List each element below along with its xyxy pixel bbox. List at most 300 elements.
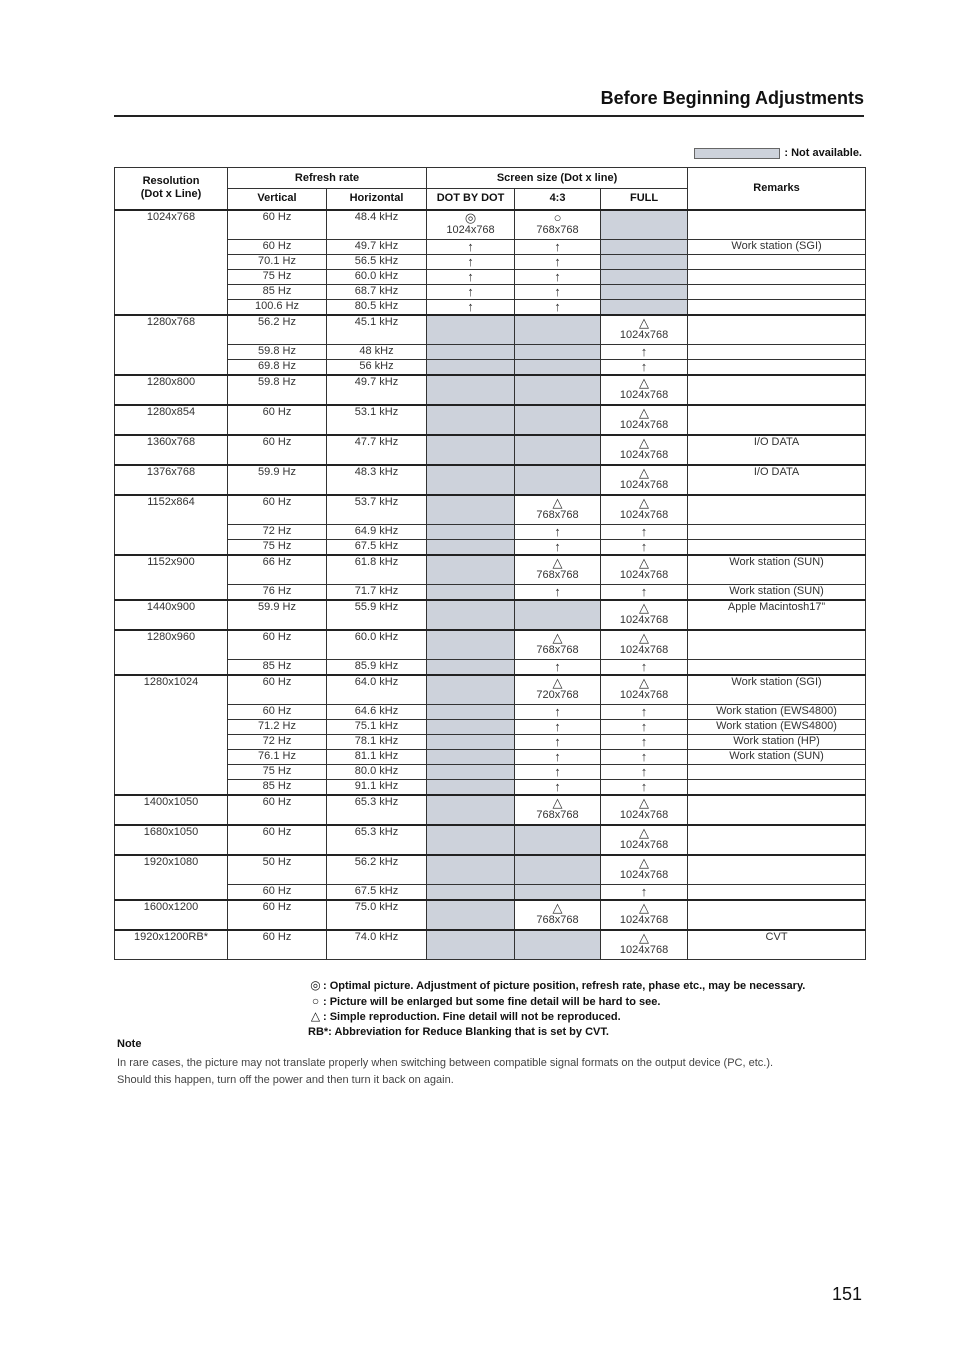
- full-cell: [601, 855, 688, 885]
- compat-symbol: △: [552, 899, 563, 915]
- vertical-cell: 59.9 Hz: [228, 600, 327, 630]
- table-row: [115, 765, 866, 780]
- dot-by-dot-not-available-cell: [427, 825, 515, 855]
- dot-by-dot-not-available-cell: [427, 345, 515, 360]
- table-row: [115, 585, 866, 600]
- resolution-cell: 1920x1200RB*: [115, 930, 228, 960]
- compat-symbol: ↑: [554, 584, 561, 599]
- resolution-cell: 1376x768: [115, 465, 228, 495]
- table-row: [115, 435, 866, 465]
- vertical-cell: 75 Hz: [228, 270, 327, 285]
- compat-symbol: ↑: [640, 344, 648, 359]
- dot-by-dot-not-available-cell: [427, 795, 515, 825]
- table-row: [115, 855, 866, 885]
- dot-by-dot-not-available-cell: [427, 705, 515, 720]
- dot-by-dot-not-available-cell: [427, 375, 515, 405]
- remarks-cell: [688, 525, 866, 540]
- horizontal-cell: 49.7 kHz: [327, 375, 427, 405]
- legend-symbol-icon: ◎: [310, 978, 321, 992]
- vertical-cell: 85 Hz: [228, 285, 327, 300]
- ratio-4-3-cell: [515, 735, 601, 750]
- horizontal-cell: 60.0 kHz: [327, 270, 427, 285]
- ratio-4-3-cell: [515, 270, 601, 285]
- horizontal-cell: 48.3 kHz: [327, 465, 427, 495]
- title-rule: [114, 115, 864, 117]
- resolution-cell: 1440x900: [115, 600, 228, 630]
- full-not-available-cell: [601, 270, 688, 285]
- header-screen-size: Screen size (Dot x line): [427, 168, 688, 189]
- ratio-4-3-cell: [515, 210, 601, 240]
- ratio-4-3-cell: [515, 720, 601, 735]
- display-size: 1024x768: [619, 838, 669, 851]
- compat-symbol: △: [552, 629, 563, 645]
- table-row: [115, 675, 866, 705]
- dot-by-dot-not-available-cell: [427, 750, 515, 765]
- vertical-cell: 50 Hz: [228, 855, 327, 885]
- horizontal-cell: 80.0 kHz: [327, 765, 427, 780]
- table-row: [115, 465, 866, 495]
- resolution-cell: 1400x1050: [115, 795, 228, 825]
- table-row: [115, 705, 866, 720]
- legend-line: [308, 978, 805, 994]
- compat-symbol: ↑: [554, 764, 561, 779]
- full-cell: [601, 885, 688, 900]
- table-row: [115, 495, 866, 525]
- header-refresh-rate: Refresh rate: [228, 168, 427, 189]
- ratio-4-3-cell: [515, 765, 601, 780]
- compat-symbol: △: [639, 629, 650, 645]
- dot-by-dot-cell: [427, 255, 515, 270]
- full-cell: [601, 765, 688, 780]
- vertical-cell: 60 Hz: [228, 705, 327, 720]
- vertical-cell: 66 Hz: [228, 555, 327, 585]
- dot-by-dot-not-available-cell: [427, 900, 515, 930]
- horizontal-cell: 64.0 kHz: [327, 675, 427, 705]
- dot-by-dot-not-available-cell: [427, 435, 515, 465]
- ratio-4-3-not-available-cell: [515, 825, 601, 855]
- table-row: [115, 360, 866, 375]
- compat-symbol: ↑: [640, 584, 648, 599]
- ratio-4-3-cell: [515, 555, 601, 585]
- compat-symbol: ↑: [640, 764, 648, 779]
- horizontal-cell: 85.9 kHz: [327, 660, 427, 675]
- compat-symbol: △: [639, 599, 650, 615]
- compat-symbol: ↑: [467, 284, 474, 299]
- compat-symbol: ↑: [467, 269, 474, 284]
- table-row: [115, 885, 866, 900]
- dot-by-dot-not-available-cell: [427, 675, 515, 705]
- horizontal-cell: 68.7 kHz: [327, 285, 427, 300]
- compat-symbol: △: [639, 494, 650, 510]
- remarks-cell: [688, 780, 866, 795]
- header-resolution: Resolution (Dot x Line): [115, 168, 228, 210]
- horizontal-cell: 91.1 kHz: [327, 780, 427, 795]
- full-cell: [601, 600, 688, 630]
- compat-symbol: ↑: [554, 299, 561, 314]
- dot-by-dot-not-available-cell: [427, 780, 515, 795]
- dot-by-dot-not-available-cell: [427, 885, 515, 900]
- dot-by-dot-not-available-cell: [427, 630, 515, 660]
- full-cell: [601, 585, 688, 600]
- remarks-cell: CVT: [688, 930, 866, 960]
- display-size: 720x768: [536, 688, 579, 701]
- legend-text: : Picture will be enlarged but some fine detail will be hard to see.: [323, 995, 661, 1008]
- compat-symbol: ↑: [640, 884, 648, 899]
- dot-by-dot-not-available-cell: [427, 540, 515, 555]
- ratio-4-3-cell: [515, 630, 601, 660]
- full-cell: [601, 750, 688, 765]
- compat-symbol: ↑: [467, 299, 474, 314]
- horizontal-cell: 78.1 kHz: [327, 735, 427, 750]
- remarks-cell: Work station (EWS4800): [688, 705, 866, 720]
- horizontal-cell: 53.1 kHz: [327, 405, 427, 435]
- page-number: 151: [831, 1284, 862, 1304]
- full-cell: [601, 540, 688, 555]
- remarks-cell: Apple Macintosh17”: [688, 600, 866, 630]
- symbol-legend: [308, 978, 805, 1040]
- display-size: 768x768: [536, 808, 579, 821]
- display-size: 1024x768: [619, 388, 669, 401]
- horizontal-cell: 75.0 kHz: [327, 900, 427, 930]
- display-size: 1024x768: [619, 508, 669, 521]
- horizontal-cell: 56 kHz: [327, 360, 427, 375]
- remarks-cell: [688, 210, 866, 240]
- compat-symbol: ↑: [554, 254, 561, 269]
- compat-symbol: ↑: [554, 659, 561, 674]
- resolution-cell: 1152x900: [115, 555, 228, 600]
- ratio-4-3-cell: [515, 750, 601, 765]
- table-row: [115, 600, 866, 630]
- compat-symbol: △: [639, 674, 650, 690]
- note-line: In rare cases, the picture may not translate properly when switching between compatible signal formats on the output device (PC, etc.).: [117, 1057, 774, 1069]
- vertical-cell: 85 Hz: [228, 780, 327, 795]
- compat-symbol: △: [639, 434, 650, 450]
- remarks-cell: [688, 855, 866, 885]
- resolution-cell: 1360x768: [115, 435, 228, 465]
- page-title: Before Beginning Adjustments: [600, 88, 864, 108]
- resolution-cell: 1280x768: [115, 315, 228, 375]
- compat-symbol: △: [639, 314, 650, 330]
- compat-symbol: ↑: [640, 779, 648, 794]
- ratio-4-3-cell: [515, 900, 601, 930]
- full-cell: [601, 795, 688, 825]
- remarks-cell: [688, 765, 866, 780]
- vertical-cell: 70.1 Hz: [228, 255, 327, 270]
- full-cell: [601, 375, 688, 405]
- ratio-4-3-cell: [515, 585, 601, 600]
- horizontal-cell: 49.7 kHz: [327, 240, 427, 255]
- ratio-4-3-cell: [515, 675, 601, 705]
- table-body: [115, 210, 866, 960]
- header-dot-by-dot: DOT BY DOT: [427, 189, 515, 210]
- compat-symbol: ○: [553, 209, 562, 225]
- horizontal-cell: 64.9 kHz: [327, 525, 427, 540]
- compat-symbol: ↑: [640, 704, 648, 719]
- vertical-cell: 72 Hz: [228, 735, 327, 750]
- horizontal-cell: 75.1 kHz: [327, 720, 427, 735]
- full-cell: [601, 315, 688, 345]
- dot-by-dot-not-available-cell: [427, 495, 515, 525]
- vertical-cell: 60 Hz: [228, 675, 327, 705]
- ratio-4-3-not-available-cell: [515, 360, 601, 375]
- compat-symbol: ↑: [554, 779, 561, 794]
- compat-symbol: △: [639, 899, 650, 915]
- dot-by-dot-cell: [427, 240, 515, 255]
- full-cell: [601, 345, 688, 360]
- dot-by-dot-cell: [427, 210, 515, 240]
- vertical-cell: 60 Hz: [228, 795, 327, 825]
- remarks-cell: [688, 630, 866, 660]
- vertical-cell: 59.8 Hz: [228, 375, 327, 405]
- display-size: 1024x768: [619, 568, 669, 581]
- ratio-4-3-cell: [515, 285, 601, 300]
- table-row: [115, 930, 866, 960]
- compat-symbol: ↑: [640, 749, 648, 764]
- compat-symbol: ↑: [554, 284, 561, 299]
- table-row: [115, 345, 866, 360]
- display-size: 768x768: [536, 913, 579, 926]
- vertical-cell: 60 Hz: [228, 435, 327, 465]
- full-cell: [601, 465, 688, 495]
- compat-symbol: △: [552, 494, 563, 510]
- compat-symbol: ↑: [640, 524, 648, 539]
- full-cell: [601, 675, 688, 705]
- vertical-cell: 59.9 Hz: [228, 465, 327, 495]
- remarks-cell: Work station (HP): [688, 735, 866, 750]
- ratio-4-3-not-available-cell: [515, 465, 601, 495]
- table-row: [115, 375, 866, 405]
- remarks-cell: [688, 660, 866, 675]
- remarks-cell: Work station (SUN): [688, 555, 866, 585]
- vertical-cell: 85 Hz: [228, 660, 327, 675]
- compat-symbol: ↑: [554, 704, 561, 719]
- vertical-cell: 76 Hz: [228, 585, 327, 600]
- ratio-4-3-not-available-cell: [515, 930, 601, 960]
- ratio-4-3-not-available-cell: [515, 435, 601, 465]
- resolution-cell: 1920x1080: [115, 855, 228, 900]
- not-available-label: : Not available.: [784, 147, 862, 159]
- ratio-4-3-cell: [515, 240, 601, 255]
- vertical-cell: 75 Hz: [228, 765, 327, 780]
- vertical-cell: 75 Hz: [228, 540, 327, 555]
- legend-text: : Simple reproduction. Fine detail will not be reproduced.: [323, 1011, 621, 1023]
- full-not-available-cell: [601, 240, 688, 255]
- remarks-cell: [688, 795, 866, 825]
- vertical-cell: 60 Hz: [228, 885, 327, 900]
- remarks-cell: [688, 885, 866, 900]
- ratio-4-3-cell: [515, 540, 601, 555]
- horizontal-cell: 45.1 kHz: [327, 315, 427, 345]
- horizontal-cell: 48.4 kHz: [327, 210, 427, 240]
- dot-by-dot-cell: [427, 270, 515, 285]
- header-horizontal: Horizontal: [327, 189, 427, 210]
- horizontal-cell: 67.5 kHz: [327, 540, 427, 555]
- table-row: [115, 240, 866, 255]
- dot-by-dot-not-available-cell: [427, 855, 515, 885]
- dot-by-dot-cell: [427, 285, 515, 300]
- table-row: [115, 555, 866, 585]
- remarks-cell: Work station (SGI): [688, 240, 866, 255]
- table-row: [115, 285, 866, 300]
- dot-by-dot-not-available-cell: [427, 600, 515, 630]
- remarks-cell: [688, 405, 866, 435]
- compat-symbol: ↑: [467, 254, 474, 269]
- vertical-cell: 72 Hz: [228, 525, 327, 540]
- vertical-cell: 69.8 Hz: [228, 360, 327, 375]
- signal-compatibility-table: [114, 167, 866, 960]
- table-row: [115, 630, 866, 660]
- compat-symbol: ↑: [640, 719, 648, 734]
- compat-symbol: ↑: [554, 749, 561, 764]
- vertical-cell: 71.2 Hz: [228, 720, 327, 735]
- display-size: 1024x768: [619, 943, 669, 956]
- dot-by-dot-not-available-cell: [427, 720, 515, 735]
- horizontal-cell: 67.5 kHz: [327, 885, 427, 900]
- table-row: [115, 300, 866, 315]
- vertical-cell: 60 Hz: [228, 900, 327, 930]
- full-not-available-cell: [601, 255, 688, 270]
- vertical-cell: 60 Hz: [228, 210, 327, 240]
- horizontal-cell: 81.1 kHz: [327, 750, 427, 765]
- dot-by-dot-not-available-cell: [427, 555, 515, 585]
- compat-symbol: ↑: [640, 539, 648, 554]
- compat-symbol: ↑: [554, 239, 561, 254]
- remarks-cell: [688, 255, 866, 270]
- compat-symbol: △: [552, 554, 563, 570]
- display-size: 1024x768: [619, 688, 669, 701]
- vertical-cell: 59.8 Hz: [228, 345, 327, 360]
- display-size: 1024x768: [619, 868, 669, 881]
- vertical-cell: 60 Hz: [228, 240, 327, 255]
- full-cell: [601, 930, 688, 960]
- compat-symbol: ↑: [554, 269, 561, 284]
- vertical-cell: 60 Hz: [228, 405, 327, 435]
- full-cell: [601, 825, 688, 855]
- remarks-cell: [688, 360, 866, 375]
- header-remarks: Remarks: [688, 168, 866, 210]
- remarks-cell: [688, 270, 866, 285]
- horizontal-cell: 53.7 kHz: [327, 495, 427, 525]
- table-row: [115, 210, 866, 240]
- remarks-cell: Work station (EWS4800): [688, 720, 866, 735]
- ratio-4-3-cell: [515, 780, 601, 795]
- header-full: FULL: [601, 189, 688, 210]
- legend-symbol-icon: △: [310, 1009, 321, 1023]
- compat-symbol: ↑: [640, 734, 648, 749]
- vertical-cell: 56.2 Hz: [228, 315, 327, 345]
- table-row: [115, 720, 866, 735]
- resolution-cell: 1152x864: [115, 495, 228, 555]
- legend-text: : Optimal picture. Adjustment of picture position, refresh rate, phase etc., may be necessary.: [323, 980, 806, 992]
- remarks-cell: Work station (SUN): [688, 585, 866, 600]
- header-4-3: 4:3: [515, 189, 601, 210]
- dot-by-dot-not-available-cell: [427, 465, 515, 495]
- dot-by-dot-not-available-cell: [427, 525, 515, 540]
- table-row: [115, 735, 866, 750]
- full-cell: [601, 705, 688, 720]
- compat-symbol: ↑: [554, 734, 561, 749]
- legend-line: [308, 1025, 805, 1041]
- compat-symbol: △: [552, 674, 563, 690]
- horizontal-cell: 65.3 kHz: [327, 795, 427, 825]
- not-available-swatch: [694, 148, 780, 159]
- note-body: [117, 1055, 867, 1089]
- display-size: 1024x768: [619, 418, 669, 431]
- display-size: 1024x768: [619, 808, 669, 821]
- resolution-cell: 1680x1050: [115, 825, 228, 855]
- ratio-4-3-cell: [515, 660, 601, 675]
- compat-symbol: △: [639, 929, 650, 945]
- remarks-cell: I/O DATA: [688, 465, 866, 495]
- note-line: Should this happen, turn off the power and then turn it back on again.: [117, 1074, 454, 1086]
- table-row: [115, 540, 866, 555]
- horizontal-cell: 71.7 kHz: [327, 585, 427, 600]
- ratio-4-3-cell: [515, 705, 601, 720]
- compat-symbol: △: [639, 794, 650, 810]
- full-cell: [601, 735, 688, 750]
- full-not-available-cell: [601, 300, 688, 315]
- compat-symbol: △: [639, 374, 650, 390]
- ratio-4-3-cell: [515, 255, 601, 270]
- full-not-available-cell: [601, 210, 688, 240]
- display-size: 768x768: [536, 568, 579, 581]
- remarks-cell: [688, 300, 866, 315]
- table-row: [115, 255, 866, 270]
- compat-symbol: △: [552, 794, 563, 810]
- ratio-4-3-cell: [515, 795, 601, 825]
- remarks-cell: [688, 345, 866, 360]
- remarks-cell: [688, 825, 866, 855]
- table-row: [115, 270, 866, 285]
- display-size: 1024x768: [619, 913, 669, 926]
- ratio-4-3-not-available-cell: [515, 315, 601, 345]
- table-row: [115, 405, 866, 435]
- remarks-cell: [688, 495, 866, 525]
- not-available-legend: [694, 147, 862, 159]
- table-row: [115, 750, 866, 765]
- compat-symbol: ↑: [554, 524, 561, 539]
- header-vertical: Vertical: [228, 189, 327, 210]
- remarks-cell: I/O DATA: [688, 435, 866, 465]
- display-size: 1024x768: [619, 613, 669, 626]
- vertical-cell: 60 Hz: [228, 630, 327, 660]
- vertical-cell: 60 Hz: [228, 495, 327, 525]
- display-size: 1024x768: [619, 328, 669, 341]
- compat-symbol: ↑: [640, 359, 648, 374]
- vertical-cell: 60 Hz: [228, 930, 327, 960]
- display-size: 1024x768: [446, 223, 495, 236]
- full-cell: [601, 555, 688, 585]
- dot-by-dot-not-available-cell: [427, 315, 515, 345]
- display-size: 1024x768: [619, 448, 669, 461]
- dot-by-dot-not-available-cell: [427, 660, 515, 675]
- compat-symbol: △: [639, 824, 650, 840]
- remarks-cell: [688, 900, 866, 930]
- dot-by-dot-cell: [427, 300, 515, 315]
- compat-symbol: △: [639, 464, 650, 480]
- compat-symbol: ↑: [640, 659, 648, 674]
- horizontal-cell: 74.0 kHz: [327, 930, 427, 960]
- horizontal-cell: 80.5 kHz: [327, 300, 427, 315]
- full-cell: [601, 720, 688, 735]
- resolution-cell: 1280x960: [115, 630, 228, 675]
- remarks-cell: [688, 540, 866, 555]
- remarks-cell: Work station (SGI): [688, 675, 866, 705]
- compat-symbol: ↑: [467, 239, 474, 254]
- display-size: 768x768: [536, 643, 579, 656]
- dot-by-dot-not-available-cell: [427, 735, 515, 750]
- compat-symbol: △: [639, 854, 650, 870]
